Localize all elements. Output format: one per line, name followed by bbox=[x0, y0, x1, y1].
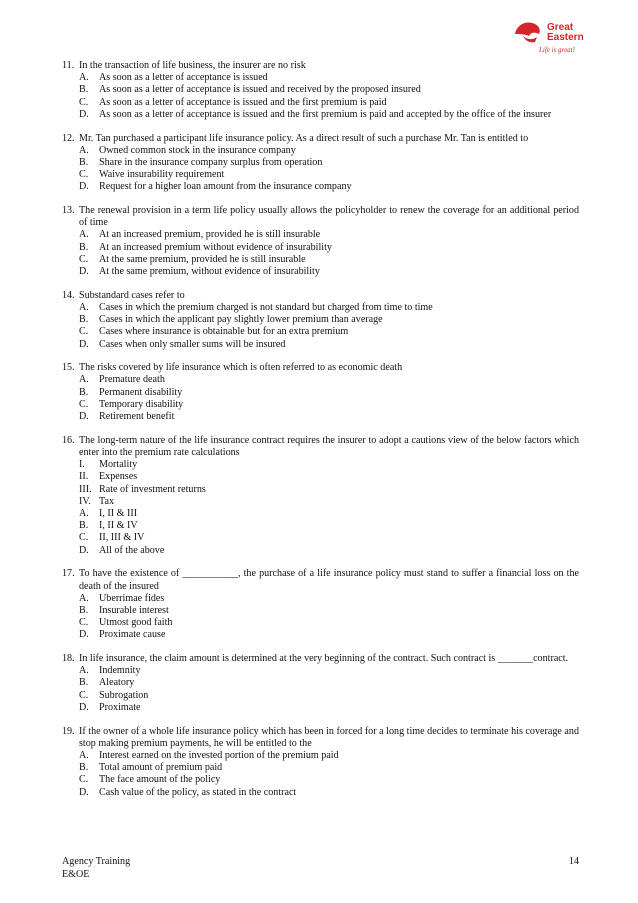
option-text: Retirement benefit bbox=[99, 411, 175, 423]
option-letter: D. bbox=[79, 786, 89, 798]
option-letter: B. bbox=[79, 386, 89, 398]
answer-option bbox=[62, 677, 579, 689]
option-letter: D. bbox=[79, 338, 89, 350]
question-number: 18. bbox=[62, 653, 75, 665]
option-text: As soon as a letter of acceptance is issued bbox=[99, 72, 268, 84]
answer-option bbox=[62, 169, 579, 181]
option-letter: C. bbox=[79, 774, 89, 786]
answer-option bbox=[62, 605, 579, 617]
question-text: Substandard cases refer to bbox=[79, 289, 185, 301]
option-text: As soon as a letter of acceptance is issued and the first premium is paid and accepted by the office of the insurer bbox=[99, 108, 552, 120]
option-letter: B. bbox=[79, 84, 89, 96]
option-text: Premature death bbox=[99, 374, 165, 386]
option-text: Temporary disability bbox=[99, 398, 184, 410]
option-text: Rate of investment returns bbox=[99, 483, 206, 495]
option-letter: D. bbox=[79, 411, 89, 423]
answer-option bbox=[62, 229, 579, 241]
answer-option bbox=[62, 399, 579, 411]
option-text: Aleatory bbox=[99, 677, 135, 689]
option-text: At an increased premium, provided he is still insurable bbox=[99, 229, 321, 241]
option-text: Proximate bbox=[99, 701, 141, 713]
option-text: Owned common stock in the insurance company bbox=[99, 144, 296, 156]
question-text: The long-term nature of the life insurance contract requires the insurer to adopt a cautions view of the below factors which enter into the premium rate calculations bbox=[79, 434, 579, 458]
option-text: Tax bbox=[99, 495, 114, 507]
answer-option bbox=[62, 314, 579, 326]
option-text: Share in the insurance company surplus from operation bbox=[99, 156, 323, 168]
question-number: 12. bbox=[62, 132, 75, 144]
question-text: To have the existence of ___________, the purchase of a life insurance policy must stand to suffer a financial loss on the death of the insured bbox=[79, 568, 579, 592]
answer-option bbox=[62, 411, 579, 423]
option-text: II, III & IV bbox=[99, 532, 145, 544]
question-item bbox=[62, 568, 579, 641]
answer-option bbox=[62, 242, 579, 254]
answer-option bbox=[62, 181, 579, 193]
option-letter: I. bbox=[79, 459, 85, 471]
option-letter: A. bbox=[79, 749, 89, 761]
answer-option bbox=[62, 629, 579, 641]
answer-option bbox=[62, 508, 579, 520]
question-number: 17. bbox=[62, 568, 75, 580]
question-number: 16. bbox=[62, 434, 75, 446]
option-text: Cases in which the applicant pay slightly lower premium than average bbox=[99, 314, 383, 326]
question-item bbox=[62, 290, 579, 351]
answer-option bbox=[62, 157, 579, 169]
company-logo bbox=[509, 16, 609, 56]
option-text: All of the above bbox=[99, 544, 165, 556]
option-text: Total amount of premium paid bbox=[99, 762, 223, 774]
option-text: Cases in which the premium charged is not standard but charged from time to time bbox=[99, 301, 433, 313]
logo-tagline: Life is great! bbox=[539, 46, 575, 54]
option-text: Utmost good faith bbox=[99, 617, 173, 629]
option-text: I, II & III bbox=[99, 508, 138, 519]
question-number: 15. bbox=[62, 362, 75, 374]
option-letter: A. bbox=[79, 144, 89, 156]
answer-option bbox=[62, 520, 579, 532]
question-item bbox=[62, 435, 579, 557]
option-letter: B. bbox=[79, 762, 89, 774]
option-text: Interest earned on the invested portion of the premium paid bbox=[99, 749, 339, 761]
answer-option bbox=[62, 459, 579, 471]
option-text: Expenses bbox=[99, 471, 138, 483]
question-item bbox=[62, 653, 579, 714]
question-item bbox=[62, 362, 579, 423]
option-letter: A. bbox=[79, 508, 89, 519]
question-text: The risks covered by life insurance which is often referred to as economic death bbox=[79, 362, 403, 374]
option-letter: D. bbox=[79, 701, 89, 713]
question-text: In life insurance, the claim amount is determined at the very beginning of the contract. Such contract is _______contract. bbox=[79, 653, 569, 665]
option-text: Subrogation bbox=[99, 689, 149, 701]
option-text: Cash value of the policy, as stated in the contract bbox=[99, 786, 297, 798]
page-number: 14 bbox=[568, 856, 579, 867]
option-letter: A. bbox=[79, 72, 89, 84]
option-letter: C. bbox=[79, 398, 89, 410]
answer-option bbox=[62, 84, 579, 96]
question-item bbox=[62, 133, 579, 194]
question-item bbox=[62, 60, 579, 121]
option-text: As soon as a letter of acceptance is issued and received by the proposed insured bbox=[99, 84, 421, 96]
option-letter: D. bbox=[79, 544, 89, 556]
question-number: 11. bbox=[62, 60, 75, 71]
answer-option bbox=[62, 471, 579, 483]
question-text: Mr. Tan purchased a participant life insurance policy. As a direct result of such a purchase Mr. Tan is entitled to bbox=[79, 132, 529, 144]
option-text: Indemnity bbox=[99, 665, 141, 677]
option-text: Cases when only smaller sums will be insured bbox=[99, 338, 286, 350]
question-item bbox=[62, 726, 579, 799]
question-number: 14. bbox=[62, 289, 75, 301]
answer-option bbox=[62, 545, 579, 557]
option-text: At an increased premium without evidence of insurability bbox=[99, 241, 332, 253]
option-letter: D. bbox=[79, 181, 89, 193]
answer-option bbox=[62, 97, 579, 109]
answer-option bbox=[62, 109, 579, 121]
option-text: Cases where insurance is obtainable but for an extra premium bbox=[99, 326, 349, 338]
answer-option bbox=[62, 387, 579, 399]
question-text: The renewal provision in a term life policy usually allows the policyholder to renew the coverage for an additional period of time bbox=[79, 205, 579, 229]
option-letter: A. bbox=[79, 229, 89, 241]
option-letter: B. bbox=[79, 241, 89, 253]
answer-option bbox=[62, 750, 579, 762]
option-text: Request for a higher loan amount from the insurance company bbox=[99, 181, 352, 193]
option-letter: A. bbox=[79, 592, 89, 604]
option-letter: II. bbox=[79, 471, 89, 483]
footer-disclaimer: E&OE bbox=[62, 869, 90, 880]
answer-option bbox=[62, 496, 579, 508]
option-letter: A. bbox=[79, 665, 89, 677]
option-letter: B. bbox=[79, 520, 89, 532]
option-letter: B. bbox=[79, 604, 89, 616]
option-letter: B. bbox=[79, 156, 89, 168]
option-letter: A. bbox=[79, 301, 89, 313]
option-text: Permanent disability bbox=[99, 386, 183, 398]
answer-option bbox=[62, 593, 579, 605]
option-letter: C. bbox=[79, 617, 89, 629]
option-letter: C. bbox=[79, 253, 89, 265]
answer-option bbox=[62, 326, 579, 338]
option-letter: C. bbox=[79, 169, 89, 181]
question-list bbox=[62, 60, 579, 810]
answer-option bbox=[62, 374, 579, 386]
answer-option bbox=[62, 266, 579, 278]
option-letter: III. bbox=[79, 483, 92, 495]
option-letter: D. bbox=[79, 266, 89, 278]
answer-option bbox=[62, 690, 579, 702]
answer-option bbox=[62, 72, 579, 84]
option-text: Waive insurability requirement bbox=[99, 169, 225, 181]
answer-option bbox=[62, 762, 579, 774]
question-number: 13. bbox=[62, 205, 75, 217]
option-letter: B. bbox=[79, 314, 89, 326]
question-item bbox=[62, 205, 579, 278]
option-text: The face amount of the policy bbox=[99, 774, 221, 786]
question-text: In the transaction of life business, the insurer are no risk bbox=[79, 60, 306, 71]
answer-option bbox=[62, 302, 579, 314]
answer-option bbox=[62, 339, 579, 351]
logo-line1: Great bbox=[547, 22, 574, 33]
answer-option bbox=[62, 774, 579, 786]
option-letter: B. bbox=[79, 677, 89, 689]
option-text: I, II & IV bbox=[99, 520, 138, 532]
question-number: 19. bbox=[62, 725, 75, 737]
answer-option bbox=[62, 617, 579, 629]
option-text: Uberrimae fides bbox=[99, 592, 165, 604]
answer-option bbox=[62, 254, 579, 266]
option-letter: C. bbox=[79, 532, 89, 544]
option-letter: C. bbox=[79, 96, 89, 108]
answer-option bbox=[62, 787, 579, 799]
footer-title: Agency Training bbox=[62, 856, 131, 867]
lion-emblem-icon bbox=[515, 22, 540, 36]
option-text: As soon as a letter of acceptance is issued and the first premium is paid bbox=[99, 96, 387, 108]
option-text: Proximate cause bbox=[99, 629, 166, 641]
option-text: At the same premium, without evidence of insurability bbox=[99, 266, 320, 278]
question-text: If the owner of a whole life insurance policy which has been in forced for a long time decides to terminate his coverage and stop making premium payments, he will be entitled to the bbox=[79, 725, 579, 749]
option-letter: IV. bbox=[79, 495, 91, 507]
option-text: Mortality bbox=[99, 459, 138, 471]
option-letter: D. bbox=[79, 629, 89, 641]
logo-line2: Eastern bbox=[547, 32, 584, 43]
option-letter: C. bbox=[79, 326, 89, 338]
answer-option bbox=[62, 532, 579, 544]
answer-option bbox=[62, 665, 579, 677]
answer-option bbox=[62, 702, 579, 714]
option-text: Insurable interest bbox=[99, 604, 169, 616]
option-text: At the same premium, provided he is still insurable bbox=[99, 253, 306, 265]
option-letter: A. bbox=[79, 374, 89, 386]
answer-option bbox=[62, 145, 579, 157]
page-footer bbox=[62, 855, 579, 881]
option-letter: C. bbox=[79, 689, 89, 701]
option-letter: D. bbox=[79, 108, 89, 120]
answer-option bbox=[62, 484, 579, 496]
